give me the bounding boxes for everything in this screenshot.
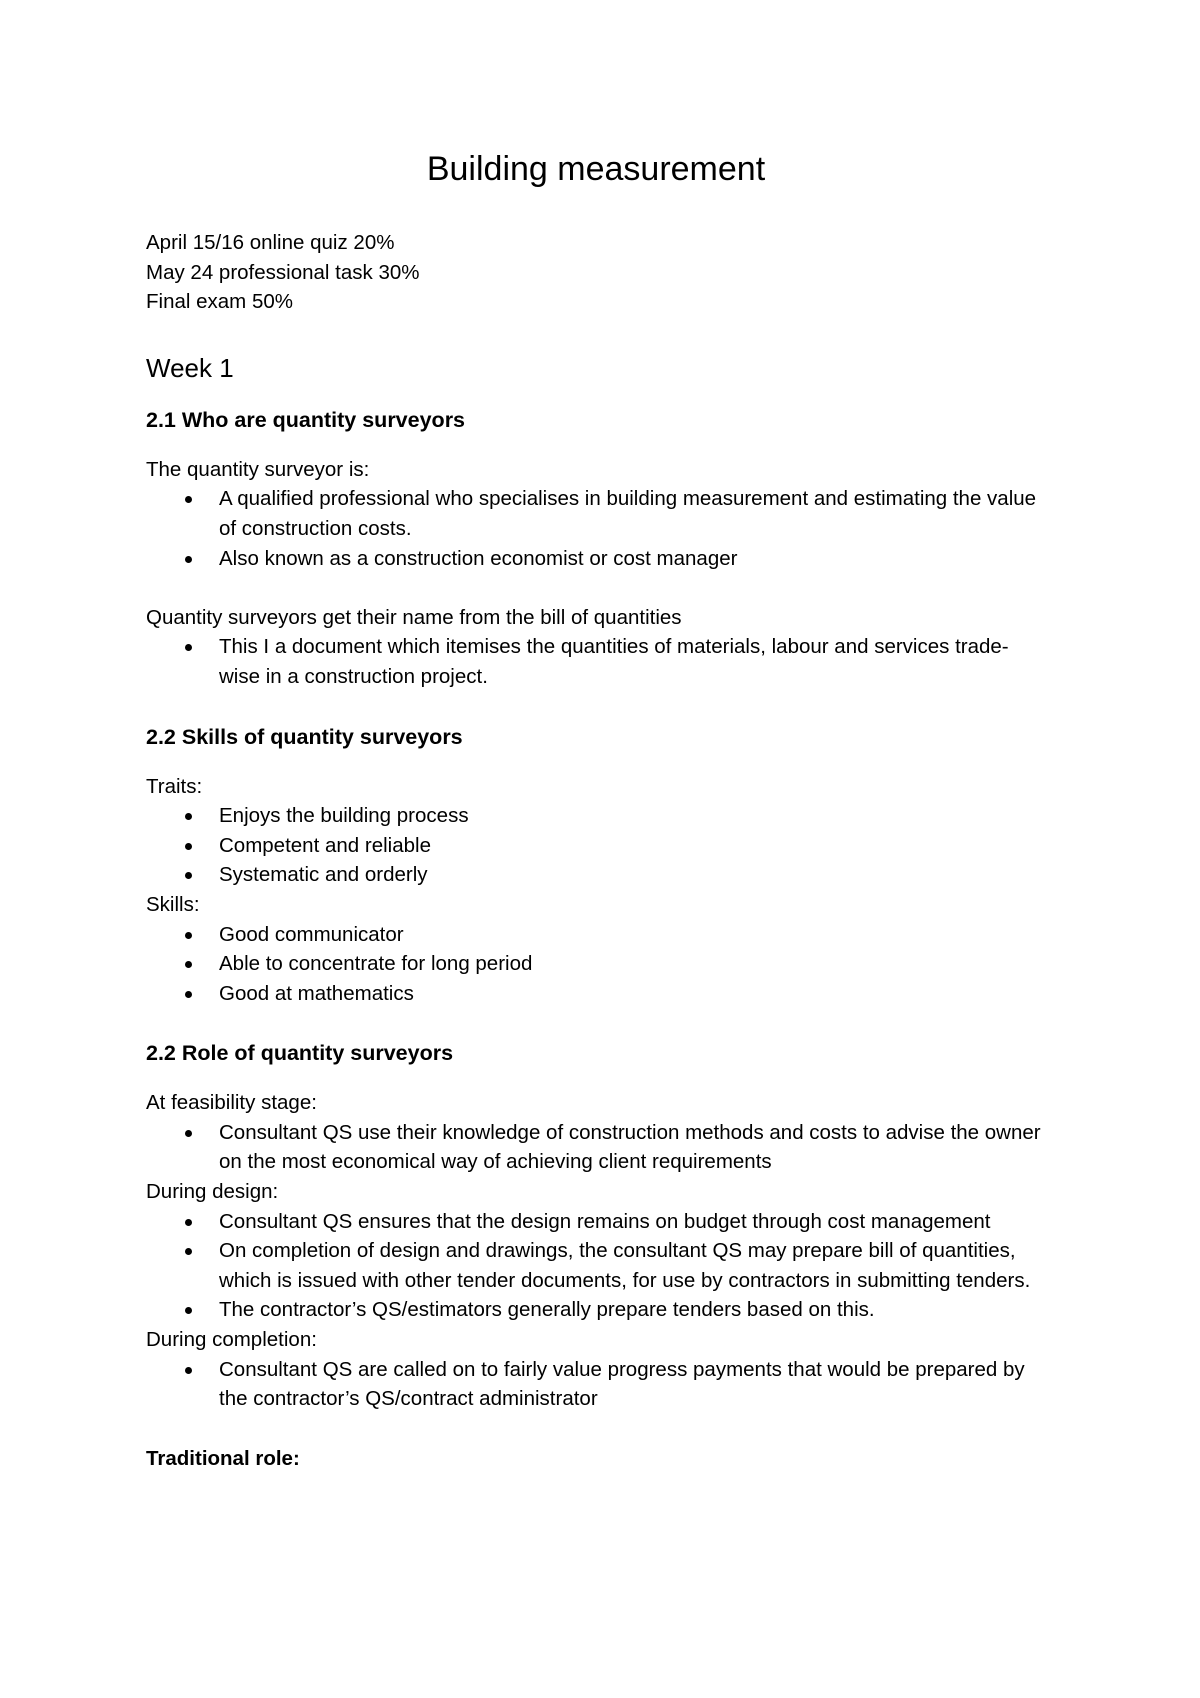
bullet-dot-icon: [185, 813, 192, 820]
list-item: [146, 1207, 1046, 1237]
paragraph-intro: Quantity surveyors get their name from the bill of quantities: [146, 605, 682, 629]
list-item-text: Competent and reliable: [219, 833, 431, 857]
traits-label: Traits:: [146, 774, 203, 798]
bullet-dot-icon: [185, 1219, 192, 1226]
document-title: Building measurement: [426, 150, 766, 188]
design-label: During design:: [146, 1180, 279, 1204]
bullet-list: [146, 920, 1200, 1009]
bullet-dot-icon: [185, 1248, 192, 1255]
bullet-dot-icon: [185, 991, 192, 998]
list-item-text: The contractor’s QS/estimators generally prepare tenders based on this.: [219, 1298, 875, 1322]
bullet-dot-icon: [185, 1130, 192, 1137]
list-item: [146, 632, 1046, 691]
list-item: [146, 860, 1046, 890]
bullet-list: [146, 1355, 1200, 1414]
list-item-text: Able to concentrate for long period: [219, 952, 533, 976]
bullet-dot-icon: [185, 644, 192, 651]
list-item-text: Enjoys the building process: [219, 804, 469, 828]
list-item-text: Also known as a construction economist or cost manager: [219, 546, 738, 570]
bullet-dot-icon: [185, 872, 192, 879]
list-item-text: Consultant QS use their knowledge of construction methods and costs to advise the owner on the most economical way of achieving client requirements: [219, 1120, 1041, 1174]
list-item: [146, 1236, 1046, 1295]
list-item: [146, 831, 1046, 861]
list-item: [146, 484, 1046, 543]
week-heading: Week 1: [146, 352, 234, 383]
section-heading-who: 2.1 Who are quantity surveyors: [146, 407, 466, 432]
bullet-dot-icon: [185, 843, 192, 850]
assessment-list: [146, 228, 1200, 317]
bullet-list: [146, 1118, 1200, 1177]
list-item-text: This I a document which itemises the quantities of materials, labour and services trade-wise in a construction project.: [219, 635, 1009, 688]
list-item: [146, 544, 1046, 574]
section-heading-skills: 2.2 Skills of quantity surveyors: [146, 724, 463, 749]
assessment-line: May 24 professional task 30%: [146, 260, 420, 284]
list-item: [146, 920, 1046, 950]
bullet-dot-icon: [185, 932, 192, 939]
bullet-list: [146, 1207, 1200, 1325]
bullet-list: [146, 801, 1200, 890]
feasibility-label: At feasibility stage:: [146, 1091, 317, 1115]
list-item-text: Good communicator: [219, 922, 404, 946]
traditional-role-label: Traditional role:: [146, 1446, 300, 1470]
assessment-line: April 15/16 online quiz 20%: [146, 231, 395, 254]
list-item: [146, 979, 1046, 1009]
list-item-text: On completion of design and drawings, the consultant QS may prepare bill of quantities, which is issued with other tender documents, for use by contractors in submitting tenders.: [219, 1239, 1031, 1292]
completion-label: During completion:: [146, 1328, 317, 1352]
list-item: [146, 949, 1046, 979]
assessment-line: Final exam 50%: [146, 290, 293, 314]
bullet-list: [146, 484, 1200, 573]
list-item-text: Consultant QS ensures that the design remains on budget through cost management: [219, 1209, 991, 1233]
list-item-text: Systematic and orderly: [219, 863, 428, 887]
bullet-dot-icon: [185, 1367, 192, 1374]
bullet-dot-icon: [185, 1307, 192, 1314]
list-item: [146, 801, 1046, 831]
list-item: [146, 1355, 1046, 1414]
section-heading-role: 2.2 Role of quantity surveyors: [146, 1041, 454, 1066]
bullet-list: [146, 632, 1200, 691]
list-item-text: Good at mathematics: [219, 981, 414, 1005]
bullet-dot-icon: [185, 496, 192, 503]
list-item-text: Consultant QS are called on to fairly value progress payments that would be prepared by the contractor’s QS/contract administrator: [219, 1357, 1025, 1411]
skills-label: Skills:: [146, 892, 200, 916]
list-item-text: A qualified professional who specialises in building measurement and estimating the value of construction costs.: [219, 487, 1037, 540]
list-item: [146, 1118, 1046, 1177]
paragraph-intro: The quantity surveyor is:: [146, 457, 370, 481]
bullet-dot-icon: [185, 556, 192, 563]
list-item: [146, 1295, 1046, 1325]
bullet-dot-icon: [185, 961, 192, 968]
